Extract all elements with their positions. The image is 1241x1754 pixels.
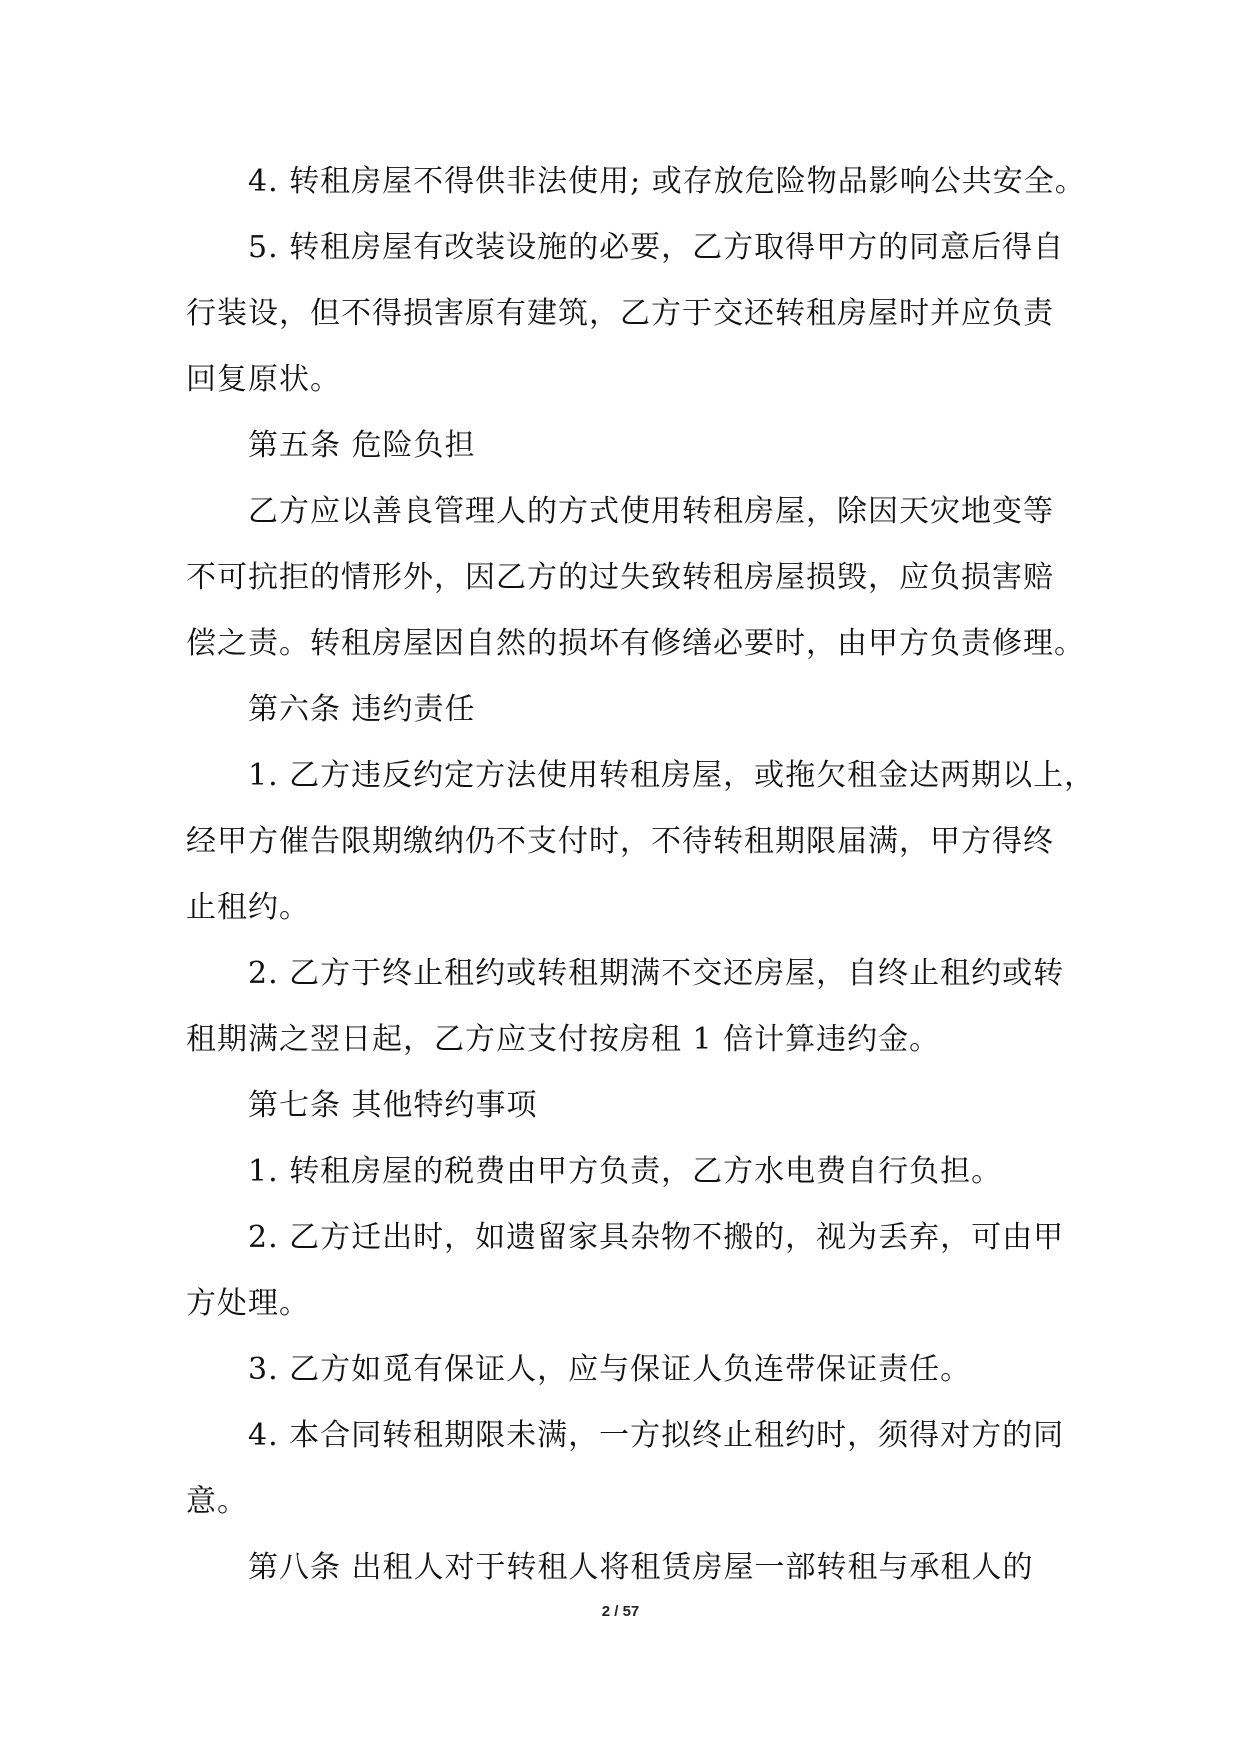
- paragraph-line: 意。: [186, 1484, 248, 1519]
- section-heading: 第八条 出租人对于转租人将租赁房屋一部转租与承租人的: [248, 1550, 1034, 1585]
- section-heading: 第五条 危险负担: [248, 428, 476, 463]
- paragraph-line: 行装设，但不得损害原有建筑，乙方于交还转租房屋时并应负责: [186, 296, 1054, 331]
- paragraph-line: 方处理。: [186, 1286, 310, 1321]
- page-number: 2 / 57: [601, 1603, 640, 1620]
- paragraph-line: 4. 转租房屋不得供非法使用; 或存放危险物品影响公共安全。: [248, 164, 1086, 199]
- paragraph-line: 乙方应以善良管理人的方式使用转租房屋，除因天灾地变等: [248, 494, 1054, 529]
- paragraph-line: 偿之责。转租房屋因自然的损坏有修缮必要时，由甲方负责修理。: [186, 626, 1085, 661]
- section-heading: 第七条 其他特约事项: [248, 1088, 538, 1123]
- paragraph-line: 不可抗拒的情形外，因乙方的过失致转租房屋损毁，应负损害赔: [186, 560, 1054, 595]
- paragraph-line: 3. 乙方如觅有保证人，应与保证人负连带保证责任。: [248, 1352, 972, 1387]
- paragraph-line: 回复原状。: [186, 362, 341, 397]
- section-heading: 第六条 违约责任: [248, 692, 476, 727]
- paragraph-line: 经甲方催告限期缴纳仍不支付时，不待转租期限届满，甲方得终: [186, 824, 1054, 859]
- paragraph-line: 2. 乙方于终止租约或转租期满不交还房屋，自终止租约或转: [248, 956, 1065, 991]
- paragraph-line: 租期满之翌日起，乙方应支付按房租 1 倍计算违约金。: [186, 1022, 941, 1057]
- paragraph-line: 4. 本合同转租期限未满，一方拟终止租约时，须得对方的同: [248, 1418, 1065, 1453]
- paragraph-line: 1. 转租房屋的税费由甲方负责，乙方水电费自行负担。: [248, 1154, 1003, 1189]
- paragraph-line: 2. 乙方迁出时，如遗留家具杂物不搬的，视为丢弃，可由甲: [248, 1220, 1065, 1255]
- paragraph-line: 1. 乙方违反约定方法使用转租房屋，或拖欠租金达两期以上，: [248, 758, 1096, 793]
- paragraph-line: 止租约。: [186, 890, 310, 925]
- paragraph-line: 5. 转租房屋有改装设施的必要，乙方取得甲方的同意后得自: [248, 230, 1065, 265]
